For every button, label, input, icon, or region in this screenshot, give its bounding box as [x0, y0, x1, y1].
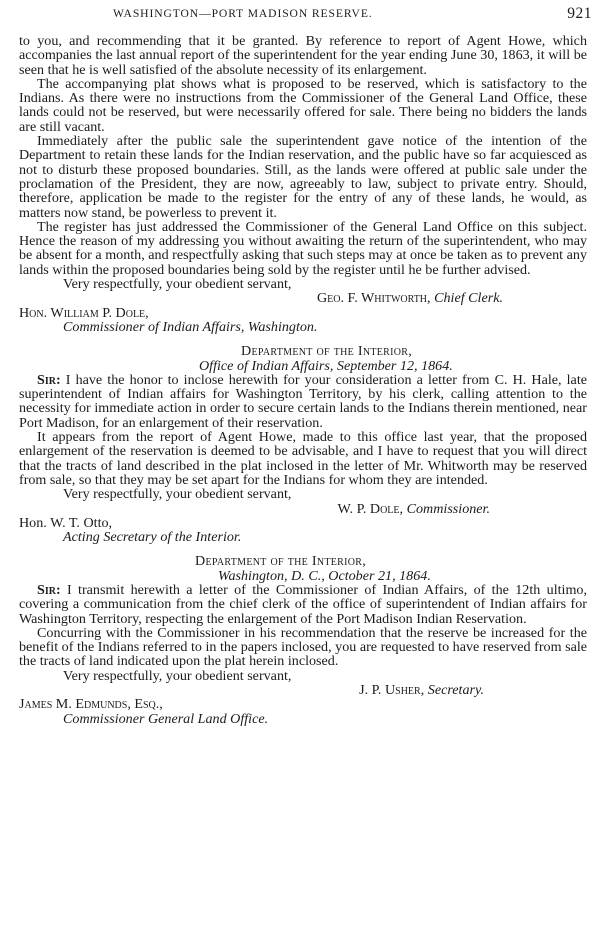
closing-line: Very respectfully, your obedient servant, — [63, 276, 292, 293]
salutation: Sir: — [37, 581, 61, 598]
addressee-name: Hon. William P. Dole, — [19, 304, 149, 321]
signature-name: Geo. F. Whitworth, — [316, 290, 431, 307]
running-title: WASHINGTON—PORT MADISON RESERVE. — [113, 7, 373, 20]
page-body — [19, 34, 587, 726]
paragraph: to you, and recommending that it be granted. By reference to report of Agent Howe, which accompanies the last annual report of the superintendent for the year ending June 30, 1863, it will be seen that he is well satisfied of the absolute necessity of its enlargement. — [19, 33, 587, 78]
paragraph: Concurring with the Commissioner in his recommendation that the reserve be increased for the benefit of the Indians referred to in the papers inclosed, you are requested to have reserved from sale the tracts of land indicated upon the plat herein inclosed. — [19, 624, 587, 670]
department-heading: Department of the Interior, — [195, 553, 367, 570]
signature-title: Secretary. — [427, 682, 484, 699]
paragraph — [19, 583, 587, 626]
signature-title: Chief Clerk. — [434, 290, 503, 307]
page-number: 921 — [567, 5, 592, 22]
closing-line: Very respectfully, your obedient servant, — [63, 667, 292, 684]
signature-title: Commissioner. — [406, 500, 490, 517]
addressee-name: James M. Edmunds, Esq., — [19, 696, 163, 713]
addressee-title: Commissioner of Indian Affairs, Washington. — [63, 318, 318, 335]
letter-whitworth — [19, 34, 587, 334]
dateline: Washington, D. C., October 21, 1864. — [218, 567, 431, 584]
paragraph: The register has just addressed the Commissioner of the General Land Office on this subject. Hence the reason of my addressing you without awaiting the return of the superintendent, who may be absent for a month, and respectfully asking that such steps may at once be taken as to prevent any lands within the proposed boundaries being sold by the register until he be further advised. — [19, 218, 587, 278]
addressee-title: Commissioner General Land Office. — [63, 710, 269, 727]
addressee-title: Acting Secretary of the Interior. — [63, 529, 242, 546]
signature — [19, 683, 587, 697]
dateline: Office of Indian Affairs, September 12, 1864. — [199, 357, 453, 374]
addressee-name: Hon. W. T. Otto, — [19, 514, 113, 531]
signature — [19, 502, 587, 516]
signature-name: W. P. Dole, — [337, 500, 404, 517]
paragraph: The accompanying plat shows what is proposed to be reserved, which is satisfactory to the Indians. As there were no instructions from the Commissioner of the General Land Office, these lands could not be reserved, but were necessarily offered for sale. There being no bidders the lands are still vacant. — [19, 75, 587, 135]
paragraph-text: I transmit herewith a letter of the Commissioner of Indian Affairs, of the 12th ultimo, covering a communication from the chief clerk of the office of superintendent of Indian affairs for Washington Territory, respecting the enlargement of the Port Madison Indian Reservation. — [19, 581, 587, 627]
salutation: Sir: — [37, 371, 61, 388]
paragraph-text: I have the honor to inclose herewith for your consideration a letter from C. H. Hale, late superintendent of Indian affairs for Washington Territory, by his clerk, calling attention to the necessity for immediate action in order to secure certain lands to the Indians therein mentioned, near Port Madison, for an enlargement of their reservation. — [19, 371, 587, 431]
department-heading: Department of the Interior, — [241, 343, 413, 360]
signature-name: J. P. Usher, — [359, 682, 425, 699]
paragraph: Immediately after the public sale the superintendent gave notice of the intention of the Department to retain these lands for the Indian reservation, and the public have so far acquiesced as not to disturb these proposed boundaries. Still, as the lands were offered at public sale under the proclamation of the President, they are now, agreeably to law, subject to private entry. Should, therefore, application be made to the register for the entry of any of these lands, he would, as matters now stand, be powerless to prevent it. — [19, 133, 587, 221]
paragraph — [19, 373, 587, 430]
running-header — [18, 5, 592, 25]
letter-dole — [19, 344, 587, 544]
paragraph: It appears from the report of Agent Howe, made to this office last year, that the proposed enlargement of the reservation is deemed to be advisable, and I have to request that you will direct that the tracts of land described in the plat inclosed in the letter of Mr. Whitworth may be reserved from sale, so that they may be set apart for the Indians for whom they are intended. — [19, 429, 587, 488]
letter-usher — [19, 554, 587, 726]
closing-line: Very respectfully, your obedient servant, — [63, 486, 292, 503]
signature — [19, 291, 587, 305]
